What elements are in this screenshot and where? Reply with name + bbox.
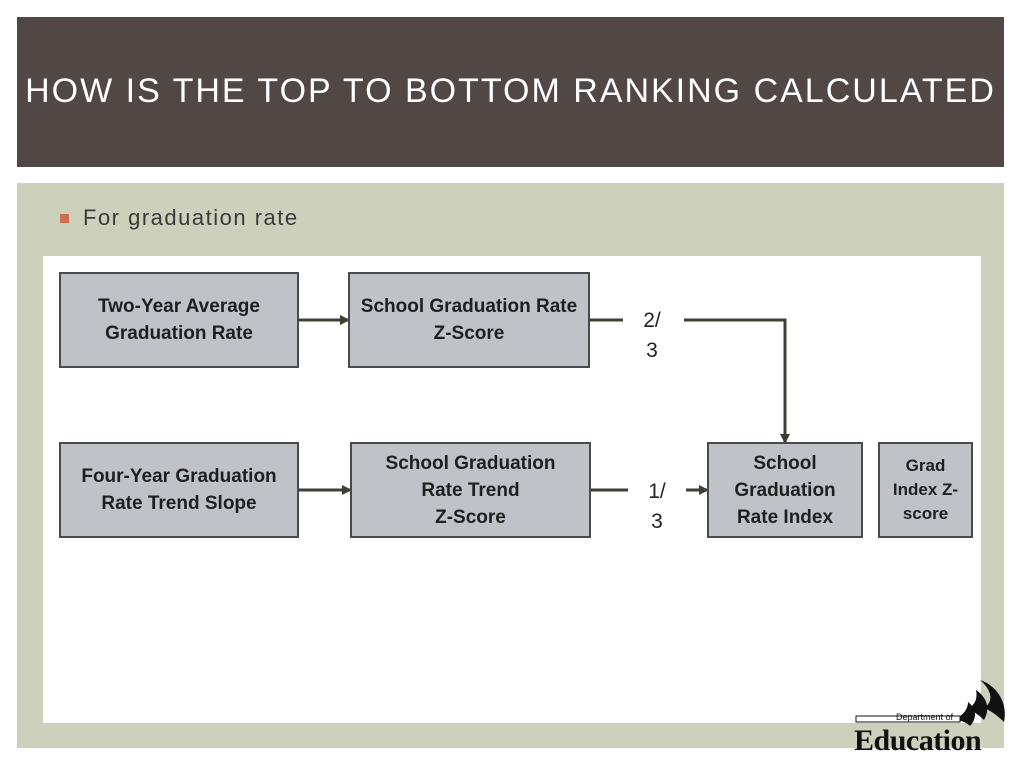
- weight-top: [632, 306, 672, 366]
- weight-bottom-denominator: 3: [651, 510, 663, 533]
- michigan-education-logo: [848, 676, 1008, 760]
- title-bar: [17, 17, 1004, 167]
- grad-index-z-score-box: [878, 442, 973, 538]
- four-year-trend-box: [59, 442, 299, 538]
- bullet-marker-icon: [60, 214, 69, 223]
- grad-rate-index-line3: Rate Index: [736, 506, 834, 528]
- grad-rate-index-box: [707, 442, 863, 538]
- bullet-item: [60, 205, 299, 231]
- slide-title: HOW IS THE TOP TO BOTTOM RANKING CALCULATED: [25, 72, 996, 110]
- weight-top-denominator: 3: [646, 339, 658, 362]
- grad-rate-index-line1: School: [753, 452, 817, 474]
- trend-z-score-box: [350, 442, 591, 538]
- school-grad-z-score-label: School Graduation Rate Z-Score: [360, 296, 578, 344]
- trend-z-score-line1: School Graduation: [385, 452, 556, 474]
- four-year-trend-label: Four-Year Graduation Rate Trend Slope: [81, 466, 277, 514]
- two-year-average-box: [59, 272, 299, 368]
- weight-bottom: [637, 477, 677, 537]
- bullet-text: For graduation rate: [83, 205, 299, 230]
- trend-z-score-line3: Z-Score: [435, 506, 506, 528]
- school-grad-z-score-box: [348, 272, 590, 368]
- grad-index-z-score-label: Grad Index Z-score: [892, 456, 959, 523]
- logo-department: Department of: [896, 712, 954, 722]
- trend-z-score-line2: Rate Trend: [421, 479, 520, 501]
- weight-top-numerator: 2/: [643, 309, 661, 332]
- logo-name: Education: [854, 724, 982, 757]
- grad-rate-index-line2: Graduation: [734, 479, 836, 501]
- two-year-average-label: Two-Year Average Graduation Rate: [98, 296, 260, 344]
- weight-bottom-numerator: 1/: [648, 480, 666, 503]
